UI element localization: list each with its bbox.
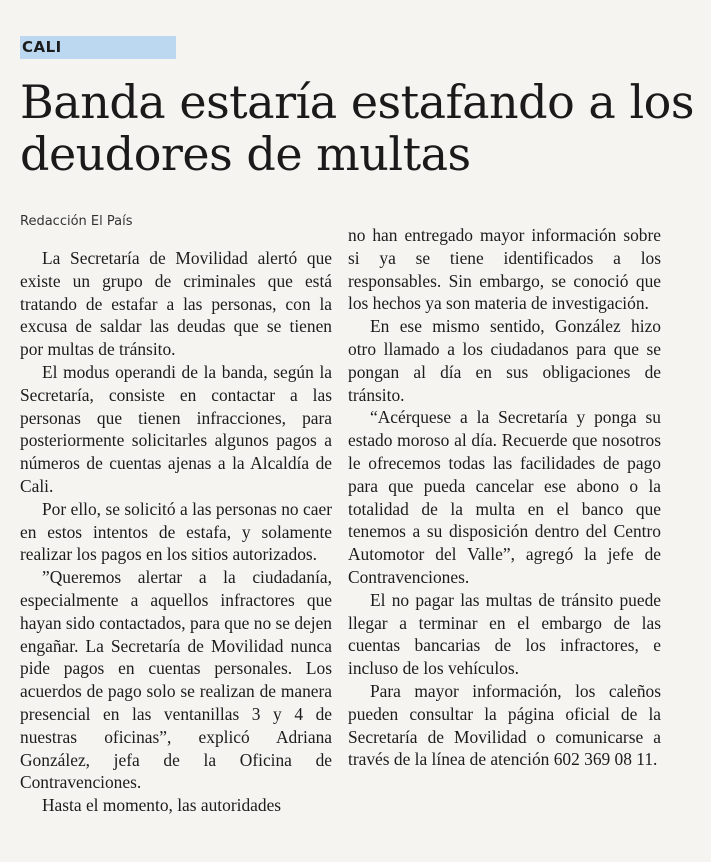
paragraph: “Acérquese a la Secretaría y ponga su estado moroso al día. Recuerde que nosotros le ofrecemos todas las facilidades de pago para que pueda cancelar ese abono o la totalidad de la multa en el banco que tenemos a su disposición dentro del Centro Automotor del Valle”, agregó la jefe de Contravenciones.: [348, 407, 661, 587]
paragraph: En ese mismo sentido, González hizo otro llamado a los ciudadanos para que se pongan al día en sus obligaciones de tránsito.: [348, 316, 661, 405]
paragraph: El modus operandi de la banda, según la Secretaría, consiste en contactar a las personas que tienen infracciones, para posteriormente solicitarles algunos pagos a números de cuentas ajenas a la Alcaldía de Cali.: [20, 361, 332, 496]
paragraph: no han entregado mayor información sobre si ya se tiene identificados a los responsables. Sin embargo, se conoció que los hechos ya son materia de investigación.: [348, 225, 661, 314]
paragraph: El no pagar las multas de tránsito puede llegar a terminar en el embargo de las cuentas bancarias de los infractores, e incluso de los vehículos.: [348, 589, 661, 679]
article-column-left: [20, 247, 332, 817]
paragraph: Hasta el momento, las autoridades: [42, 795, 282, 816]
paragraph: La Secretaría de Movilidad alertó que existe un grupo de criminales que está tratando de estafar a las personas, con la excusa de saldar las deudas que se tienen por multas de tránsito.: [20, 248, 332, 360]
byline: Redacción El País: [20, 214, 133, 229]
article-column-right: [348, 224, 661, 771]
section-tag: CALI: [20, 36, 176, 59]
headline: Banda estaría estafando a los deudores de multas: [20, 75, 694, 181]
paragraph: Para mayor información, los caleños pueden consultar la página oficial de la Secretaría de Movilidad o comunicarse a través de la línea de atención 602 369 08 11.: [348, 680, 661, 770]
paragraph: Por ello, se solicitó a las personas no caer en estos intentos de estafa, y solamente realizar los pagos en los sitios autorizados.: [20, 498, 332, 565]
paragraph: ”Queremos alertar a la ciudadanía, especialmente a aquellos infractores que hayan sido contactados, para que no se dejen engañar. La Secretaría de Movilidad nunca pide pagos en cuentas personales. Los acuerdos de pago solo se realizan de manera presencial en las ventanillas 3 y 4 de nuestras oficinas”, explicó Adriana González, jefa de la Oficina de Contravenciones.: [20, 567, 332, 793]
